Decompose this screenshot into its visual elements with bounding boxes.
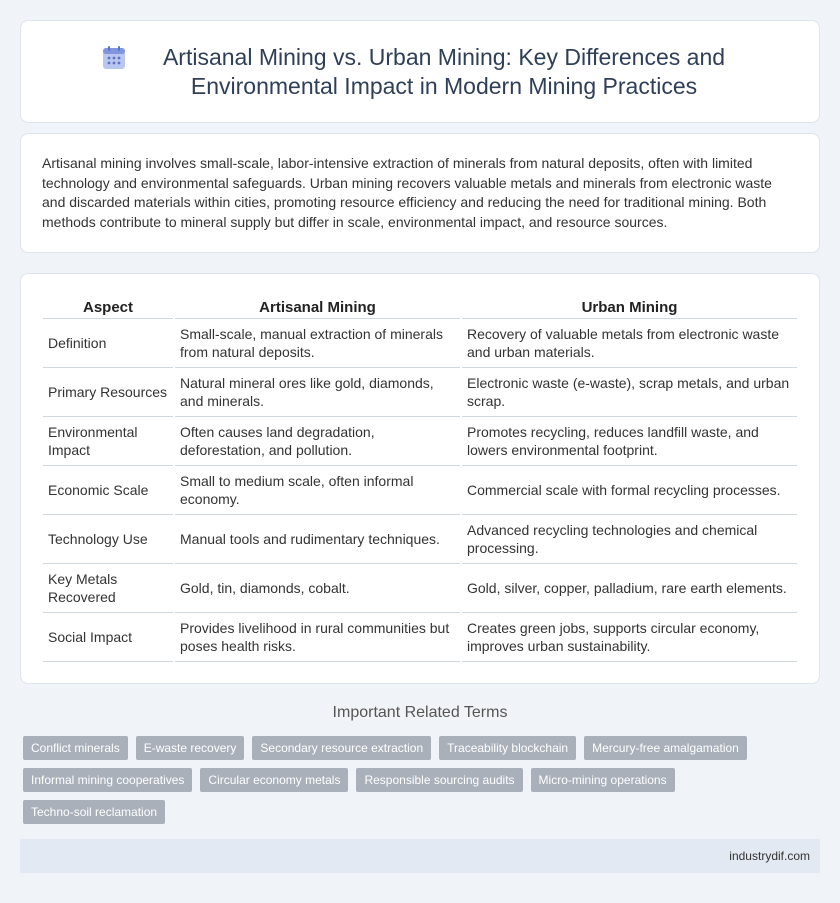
row-aspect: Environmental Impact: [43, 417, 173, 466]
related-term-tag[interactable]: Micro-mining operations: [531, 768, 675, 792]
table-row: [43, 466, 797, 515]
table-row: [43, 368, 797, 417]
title-card: [20, 20, 820, 123]
footer: [20, 839, 820, 873]
row-urban: Gold, silver, copper, palladium, rare earth elements.: [462, 564, 797, 613]
table-row: [43, 564, 797, 613]
row-urban: Creates green jobs, supports circular economy, improves urban sustainability.: [462, 613, 797, 662]
related-term-tag[interactable]: Circular economy metals: [200, 768, 348, 792]
table-row: [43, 515, 797, 564]
intro-card: [20, 133, 820, 253]
related-term-tag[interactable]: Secondary resource extraction: [252, 736, 431, 760]
header-aspect: Aspect: [43, 296, 173, 319]
page-title: Artisanal Mining vs. Urban Mining: Key Differences and Environmental Impact in Modern Mining Practices: [162, 43, 726, 99]
row-artisanal: Gold, tin, diamonds, cobalt.: [175, 564, 460, 613]
title-wrap: [21, 21, 819, 122]
footer-site-link[interactable]: industrydif.com: [729, 849, 810, 863]
row-aspect: Social Impact: [43, 613, 173, 662]
related-term-tag[interactable]: Informal mining cooperatives: [23, 768, 192, 792]
row-urban: Commercial scale with formal recycling processes.: [462, 466, 797, 515]
table-row: [43, 319, 797, 368]
related-term-tag[interactable]: Techno-soil reclamation: [23, 800, 165, 824]
row-artisanal: Small-scale, manual extraction of minerals from natural deposits.: [175, 319, 460, 368]
row-urban: Recovery of valuable metals from electronic waste and urban materials.: [462, 319, 797, 368]
row-artisanal: Natural mineral ores like gold, diamonds, and minerals.: [175, 368, 460, 417]
related-term-tag[interactable]: Traceability blockchain: [439, 736, 576, 760]
row-artisanal: Often causes land degradation, deforestation, and pollution.: [175, 417, 460, 466]
related-term-tag[interactable]: Responsible sourcing audits: [356, 768, 522, 792]
related-term-tag[interactable]: E-waste recovery: [136, 736, 245, 760]
row-aspect: Technology Use: [43, 515, 173, 564]
row-aspect: Definition: [43, 319, 173, 368]
related-terms-list: [23, 736, 793, 824]
row-artisanal: Manual tools and rudimentary techniques.: [175, 515, 460, 564]
table-row: [43, 613, 797, 662]
comparison-table: [41, 296, 799, 662]
related-terms-title: Important Related Terms: [332, 704, 508, 721]
intro-paragraph: Artisanal mining involves small-scale, labor-intensive extraction of minerals from natural deposits, often with limited technology and environmental safeguards. Urban mining recovers valuable metals and minerals from electronic waste and discarded materials within cities, promoting resource efficiency and reducing the need for traditional mining. Both methods contribute to mineral supply but differ in scale, environmental impact, and resource sources.: [42, 155, 772, 230]
row-aspect: Economic Scale: [43, 466, 173, 515]
row-urban: Advanced recycling technologies and chemical processing.: [462, 515, 797, 564]
comparison-card: [20, 273, 820, 684]
row-artisanal: Small to medium scale, often informal economy.: [175, 466, 460, 515]
row-artisanal: Provides livelihood in rural communities but poses health risks.: [175, 613, 460, 662]
calendar-icon: [101, 45, 127, 71]
row-urban: Promotes recycling, reduces landfill waste, and lowers environmental footprint.: [462, 417, 797, 466]
related-term-tag[interactable]: Conflict minerals: [23, 736, 128, 760]
table-header-row: [43, 296, 797, 319]
table-row: [43, 417, 797, 466]
header-urban: Urban Mining: [462, 296, 797, 319]
row-aspect: Key Metals Recovered: [43, 564, 173, 613]
row-aspect: Primary Resources: [43, 368, 173, 417]
related-term-tag[interactable]: Mercury-free amalgamation: [584, 736, 747, 760]
row-urban: Electronic waste (e-waste), scrap metals, and urban scrap.: [462, 368, 797, 417]
header-artisanal: Artisanal Mining: [175, 296, 460, 319]
